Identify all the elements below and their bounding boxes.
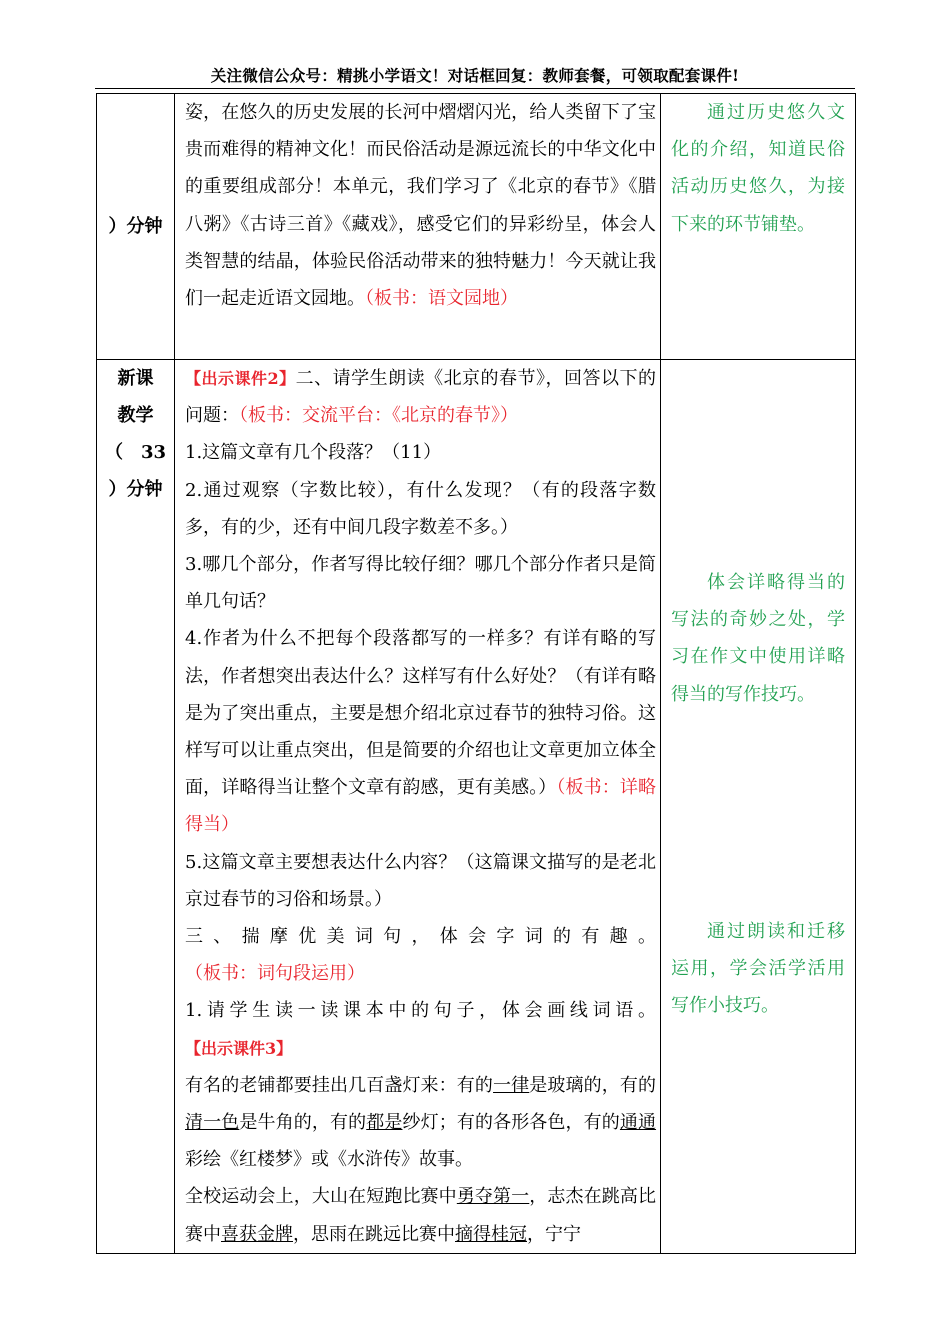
underlined-word: 勇夺第一 — [456, 1186, 530, 1208]
underlined-word: 摘得桂冠 — [455, 1223, 527, 1245]
content-cell — [175, 360, 661, 1254]
underlined-word: 喜获金牌 — [221, 1223, 293, 1245]
paragraph-text: 1.请学生读一读课本中的句子，体会画线词语。 — [185, 1000, 656, 1022]
courseware-tag: 【出示课件3】 — [185, 1038, 293, 1058]
sentence-part: 有名的老铺都要挂出几百盏灯来：有的 — [185, 1074, 494, 1096]
intro-text: 姿，在悠久的历史发展的长河中熠熠闪光，给人类留下了宝贵而难得的精神文化！而民俗活动是源远流长的中华文化中的重要组成部分！本单元，我们学习了《北京的春节》《腊八粥》《古诗三首》《藏戏》，感受它们的异彩纷呈，体会人类智慧的结晶，体验民俗活动带来的独特魅力！今天就让我们一起走近语文园地。 — [185, 102, 656, 310]
design-note: 通过朗读和迁移运用，学会活学活用写作小技巧。 — [671, 920, 845, 1017]
example-sentence — [185, 1067, 656, 1179]
example-sentence — [185, 1178, 656, 1252]
underlined-word: 通通 — [619, 1112, 657, 1134]
sentence-part: ，志杰在跳高比赛中 — [185, 1186, 657, 1245]
stage-label-line: 教学 — [117, 405, 154, 426]
paragraph — [185, 918, 656, 992]
stage-cell — [97, 360, 175, 1254]
sentence-part: 纱灯；有的各形各色，有的 — [402, 1112, 620, 1134]
question: 2.通过观察（字数比较），有什么发现？（有的段落字数多，有的少，还有中间几段字数差不多。） — [185, 479, 656, 538]
stage-cell — [97, 94, 175, 360]
board-note: （板书：词句段运用） — [185, 963, 365, 985]
stage-label: ）分钟 — [108, 216, 163, 237]
intro-paragraph — [175, 94, 660, 317]
table-row-intro — [97, 94, 856, 360]
courseware-tag: 【出示课件2】 — [185, 369, 296, 388]
underlined-word: 都是 — [366, 1112, 403, 1134]
page-header: 关注微信公众号：精挑小学语文！对话框回复：教师套餐，可领取配套课件! — [210, 66, 740, 85]
underlined-word: 清一色 — [185, 1112, 240, 1134]
lesson-content — [175, 360, 660, 1253]
sentence-part: ，思雨在跳远比赛中 — [293, 1223, 455, 1245]
paragraph-text: 三、揣摩优美词句，体会字词的有趣。 — [185, 926, 656, 948]
sentence-part: 是牛角的，有的 — [239, 1112, 367, 1134]
header-divider — [95, 88, 855, 89]
stage-label-line: （ 33 — [104, 442, 167, 463]
design-note: 通过历史悠久文化的介绍，知道民俗活动历史悠久，为接下来的环节铺垫。 — [671, 102, 845, 235]
table-row-new-lesson — [97, 360, 856, 1254]
sentence-part: 全校运动会上，大山在短跑比赛中 — [185, 1186, 457, 1208]
paragraph-text: 二、请学生朗读《北京的春节》，回答以下的问题： — [185, 368, 657, 427]
board-note: （板书：详略得当） — [185, 777, 656, 836]
stage-label-line: 新课 — [117, 368, 154, 389]
underlined-word: 一律 — [493, 1074, 530, 1096]
content-cell — [175, 94, 661, 360]
paragraph — [185, 360, 656, 434]
question: 1.这篇文章有几个段落？（11） — [185, 442, 442, 464]
question: 3.哪几个部分，作者写得比较仔细？哪几个部分作者只是简单几句话？ — [185, 554, 656, 613]
design-note-cell — [661, 360, 856, 1254]
board-note: （板书：交流平台：《北京的春节》） — [239, 405, 518, 427]
sentence-part: 是玻璃的，有的 — [529, 1074, 657, 1096]
question: 5.这篇文章主要想表达什么内容？（这篇课文描写的是老北京过春节的习俗和场景。） — [185, 851, 656, 910]
design-note-cell — [661, 94, 856, 360]
paragraph — [185, 992, 656, 1066]
lesson-plan-table — [96, 93, 856, 1254]
sentence-part: ，宁宁 — [527, 1223, 581, 1245]
stage-label-line: ）分钟 — [108, 479, 163, 500]
design-note: 体会详略得当的写法的奇妙之处，学习在作文中使用详略得当的写作技巧。 — [671, 572, 845, 705]
question — [185, 620, 656, 843]
board-note: （板书：语文园地） — [365, 288, 518, 310]
question-text: 4.作者为什么不把每个段落都写的一样多？有详有略的写法，作者想突出表达什么？这样写有什么好处？（有详有略是为了突出重点，主要是想介绍北京过春节的独特习俗。这样写可以让重点突出，但是简要的介绍也让文章更加立体全面，详略得当让整个文章有韵感，更有美感。） — [185, 628, 656, 799]
sentence-part: 彩绘《红楼梦》或《水浒传》故事。 — [185, 1149, 473, 1171]
